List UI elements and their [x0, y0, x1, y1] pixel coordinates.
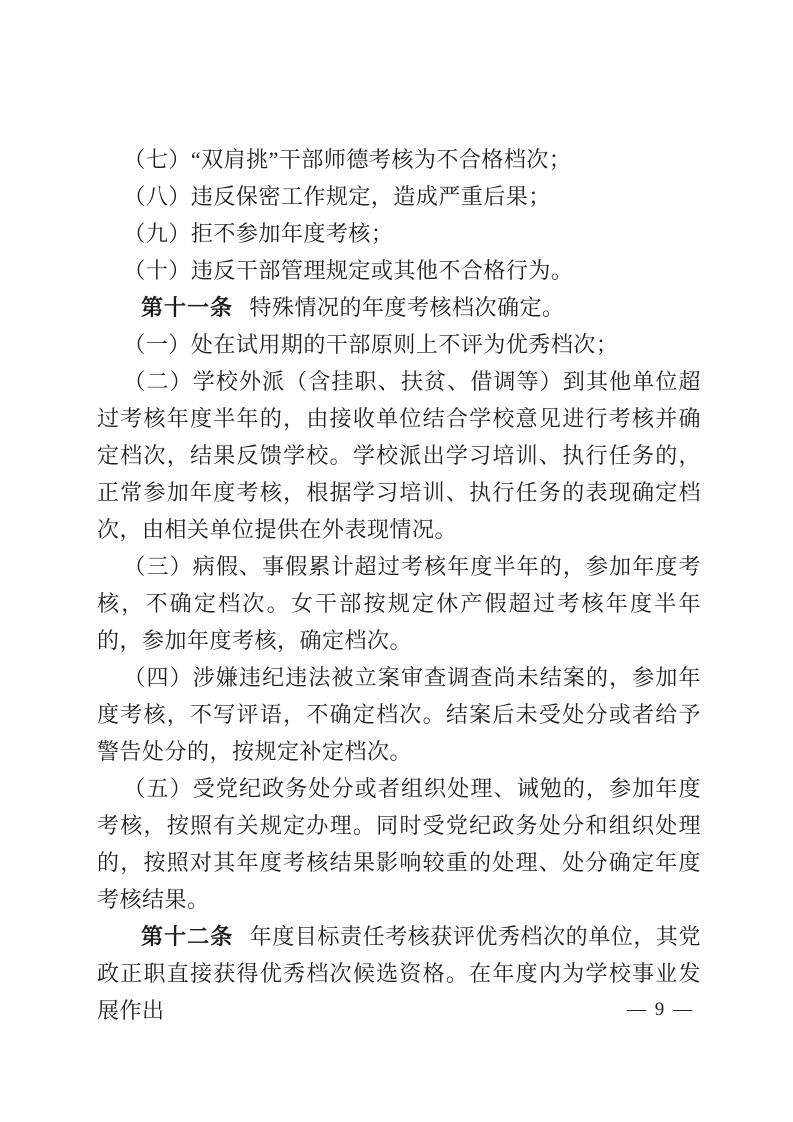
item-paragraph: （三）病假、事假累计超过考核年度半年的，参加年度考核，不确定档次。女干部按规定休产假超过考核年度半年的，参加年度考核，确定档次。 — [97, 554, 701, 653]
article-number: 第十二条 — [141, 924, 234, 949]
article-paragraph: 第十一条 特殊情况的年度考核档次确定。 — [141, 295, 565, 320]
article-number: 第十一条 — [141, 295, 234, 320]
item-paragraph: （九）拒不参加年度考核； — [123, 221, 394, 246]
item-paragraph: （八）违反保密工作规定，造成严重后果； — [123, 184, 551, 209]
item-paragraph: （二）学校外派（含挂职、扶贫、借调等）到其他单位超过考核年度半年的，由接收单位结合学校意见进行考核并确定档次，结果反馈学校。学校派出学习培训、执行任务的，正常参加年度考核，根据学习培训、执行任务的表现确定档次，由相关单位提供在外表现情况。 — [97, 369, 701, 542]
page-number: — 9 — — [627, 999, 694, 1020]
article-paragraph: 第十二条 年度目标责任考核获评优秀档次的单位，其党政正职直接获得优秀档次候选资格。在年度内为学校事业发展作出 — [97, 924, 701, 1023]
item-paragraph: （十）违反干部管理规定或其他不合格行为。 — [123, 258, 574, 283]
item-paragraph: （五）受党纪政务处分或者组织处理、诫勉的，参加年度考核，按照有关规定办理。同时受党纪政务处分和组织处理的，按照对其年度考核结果影响较重的处理、处分确定年度考核结果。 — [97, 776, 701, 912]
item-paragraph: （四）涉嫌违纪违法被立案审查调查尚未结案的，参加年度考核，不写评语，不确定档次。结案后未受处分或者给予警告处分的，按规定补定档次。 — [97, 665, 701, 764]
document-body — [97, 141, 701, 1029]
item-paragraph: （一）处在试用期的干部原则上不评为优秀档次； — [123, 332, 619, 357]
item-paragraph: （七）“双肩挑”干部师德考核为不合格档次； — [123, 147, 572, 172]
